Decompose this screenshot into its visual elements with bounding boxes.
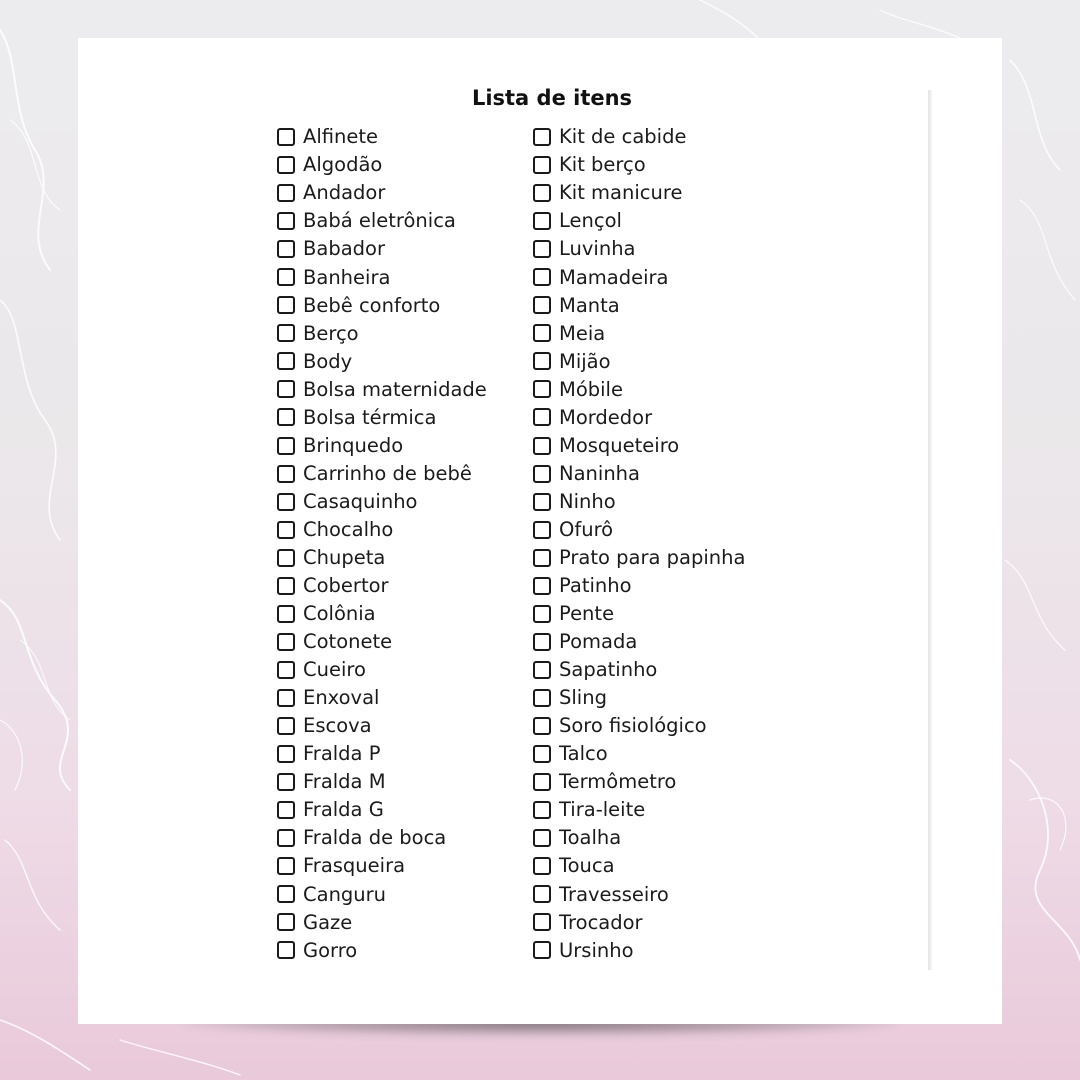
checkbox-icon[interactable] <box>277 661 295 679</box>
checkbox-icon[interactable] <box>277 829 295 847</box>
checklist-item <box>277 291 487 319</box>
checkbox-icon[interactable] <box>277 885 295 903</box>
checkbox-icon[interactable] <box>533 913 551 931</box>
checkbox-icon[interactable] <box>533 577 551 595</box>
checklist-item-label: Frasqueira <box>303 854 406 878</box>
checkbox-icon[interactable] <box>533 885 551 903</box>
checkbox-icon[interactable] <box>277 128 295 146</box>
checklist-item <box>277 488 487 516</box>
checkbox-icon[interactable] <box>533 240 551 258</box>
checkbox-icon[interactable] <box>277 745 295 763</box>
checklist-item <box>277 544 487 572</box>
checklist-item-label: Ninho <box>559 489 616 513</box>
checkbox-icon[interactable] <box>277 352 295 370</box>
checklist-item <box>533 179 745 207</box>
checklist-item-label: Patinho <box>559 574 632 598</box>
checkbox-icon[interactable] <box>277 240 295 258</box>
checkbox-icon[interactable] <box>533 689 551 707</box>
checkbox-icon[interactable] <box>277 605 295 623</box>
checklist-item <box>277 572 487 600</box>
checkbox-icon[interactable] <box>277 212 295 230</box>
checklist-item-label: Talco <box>559 742 608 766</box>
checklist-item <box>277 123 487 151</box>
checkbox-icon[interactable] <box>277 521 295 539</box>
checkbox-icon[interactable] <box>277 633 295 651</box>
checkbox-icon[interactable] <box>277 549 295 567</box>
checklist-item <box>533 460 745 488</box>
checklist-item-label: Trocador <box>559 910 643 934</box>
checklist-item-label: Touca <box>559 854 615 878</box>
checkbox-icon[interactable] <box>277 913 295 931</box>
checklist-item <box>277 740 487 768</box>
checklist-item <box>533 207 745 235</box>
checkbox-icon[interactable] <box>533 717 551 735</box>
checklist-item <box>533 712 745 740</box>
checklist-item <box>533 880 745 908</box>
checklist-item-label: Escova <box>303 714 372 738</box>
checkbox-icon[interactable] <box>533 493 551 511</box>
checklist-item-label: Kit manicure <box>559 181 683 205</box>
checklist-item <box>277 880 487 908</box>
checkbox-icon[interactable] <box>533 829 551 847</box>
checkbox-icon[interactable] <box>277 408 295 426</box>
checklist-item-label: Travesseiro <box>559 882 669 906</box>
checkbox-icon[interactable] <box>533 801 551 819</box>
checklist-item <box>533 908 745 936</box>
right-column-list <box>533 123 745 964</box>
checkbox-icon[interactable] <box>533 212 551 230</box>
checklist-item <box>277 347 487 375</box>
checklist-item-label: Cueiro <box>303 658 366 682</box>
left-column-list <box>277 123 487 964</box>
checklist-item <box>533 516 745 544</box>
checklist-item <box>533 347 745 375</box>
checkbox-icon[interactable] <box>533 296 551 314</box>
checklist-item <box>277 908 487 936</box>
checklist-item-label: Bolsa maternidade <box>303 377 487 401</box>
checklist-item-label: Carrinho de bebê <box>303 461 472 485</box>
checklist-item-label: Termômetro <box>559 770 677 794</box>
checkbox-icon[interactable] <box>533 408 551 426</box>
checklist-item-label: Naninha <box>559 461 640 485</box>
checklist-item <box>533 768 745 796</box>
checklist-item-label: Toalha <box>559 826 622 850</box>
checklist-item-label: Sling <box>559 686 607 710</box>
checklist-item <box>533 235 745 263</box>
checklist-item-label: Fralda P <box>303 742 381 766</box>
checkbox-icon[interactable] <box>533 661 551 679</box>
checklist-item <box>277 852 487 880</box>
checklist-item-label: Canguru <box>303 882 387 906</box>
checklist-item-label: Gorro <box>303 938 358 962</box>
checklist-item-label: Body <box>303 349 353 373</box>
checklist-item-label: Lençol <box>559 209 622 233</box>
checkbox-icon[interactable] <box>277 717 295 735</box>
checklist-item <box>277 824 487 852</box>
checklist-item-label: Algodão <box>303 153 383 177</box>
checklist-item-label: Berço <box>303 321 359 345</box>
checklist-item <box>533 936 745 964</box>
checklist-item <box>533 852 745 880</box>
checkbox-icon[interactable] <box>277 801 295 819</box>
checklist-item-label: Babador <box>303 237 385 261</box>
checklist-item <box>277 628 487 656</box>
checklist-item <box>533 375 745 403</box>
checklist-item-label: Andador <box>303 181 386 205</box>
checklist-item-label: Fralda de boca <box>303 826 447 850</box>
checklist-item <box>533 123 745 151</box>
checklist-item <box>277 207 487 235</box>
checklist-item-label: Mosqueteiro <box>559 433 680 457</box>
checkbox-icon[interactable] <box>277 689 295 707</box>
checklist-item-label: Manta <box>559 293 620 317</box>
checklist-item-label: Soro fisiológico <box>559 714 707 738</box>
checkbox-icon[interactable] <box>533 745 551 763</box>
checkbox-icon[interactable] <box>533 184 551 202</box>
checklist-item <box>277 768 487 796</box>
checkbox-icon[interactable] <box>533 380 551 398</box>
checklist-item-label: Casaquinho <box>303 489 418 513</box>
checkbox-icon[interactable] <box>533 605 551 623</box>
checkbox-icon[interactable] <box>277 268 295 286</box>
checkbox-icon[interactable] <box>277 437 295 455</box>
checklist-item <box>277 375 487 403</box>
checkbox-icon[interactable] <box>277 184 295 202</box>
checklist-item <box>533 684 745 712</box>
checkbox-icon[interactable] <box>533 633 551 651</box>
checklist-item <box>277 235 487 263</box>
checklist-item <box>277 151 487 179</box>
checklist-item-label: Ofurô <box>559 517 614 541</box>
checkbox-icon[interactable] <box>533 521 551 539</box>
checklist-item <box>277 319 487 347</box>
checklist-item-label: Chupeta <box>303 545 386 569</box>
checklist-item <box>533 432 745 460</box>
checklist-item <box>533 151 745 179</box>
page-title: Lista de itens <box>471 86 633 110</box>
checklist-item-label: Pomada <box>559 630 638 654</box>
checklist-item-label: Prato para papinha <box>559 545 746 569</box>
checkbox-icon[interactable] <box>533 128 551 146</box>
checklist-item-label: Enxoval <box>303 686 380 710</box>
checklist-item-label: Brinquedo <box>303 433 404 457</box>
checklist-item-label: Mamadeira <box>559 265 669 289</box>
checklist-item <box>277 684 487 712</box>
checkbox-icon[interactable] <box>533 941 551 959</box>
checkbox-icon[interactable] <box>277 857 295 875</box>
checklist-item-label: Mijão <box>559 349 611 373</box>
checkbox-icon[interactable] <box>277 577 295 595</box>
checklist-item-label: Cotonete <box>303 630 393 654</box>
checkbox-icon[interactable] <box>533 352 551 370</box>
checklist-item-label: Sapatinho <box>559 658 658 682</box>
checklist-item-label: Fralda M <box>303 770 386 794</box>
checkbox-icon[interactable] <box>533 773 551 791</box>
checklist-item <box>533 403 745 431</box>
checkbox-icon[interactable] <box>277 493 295 511</box>
checkbox-icon[interactable] <box>533 549 551 567</box>
checklist-item <box>533 488 745 516</box>
checkbox-icon[interactable] <box>533 268 551 286</box>
checklist-item-label: Bebê conforto <box>303 293 441 317</box>
checklist-item <box>277 516 487 544</box>
checklist-item <box>277 656 487 684</box>
checkbox-icon[interactable] <box>533 324 551 342</box>
checklist-item-label: Mordedor <box>559 405 653 429</box>
checklist-item-label: Tira-leite <box>559 798 646 822</box>
checkbox-icon[interactable] <box>277 156 295 174</box>
checkbox-icon[interactable] <box>277 773 295 791</box>
checklist-item <box>533 572 745 600</box>
checklist-item <box>533 291 745 319</box>
checklist-item-label: Babá eletrônica <box>303 209 456 233</box>
checklist-item-label: Luvinha <box>559 237 636 261</box>
checklist-item <box>533 656 745 684</box>
checkbox-icon[interactable] <box>533 857 551 875</box>
checklist-item <box>533 544 745 572</box>
checklist-item <box>533 263 745 291</box>
checklist-item <box>533 740 745 768</box>
checklist-item-label: Cobertor <box>303 574 389 598</box>
checklist-item <box>533 824 745 852</box>
checklist-item <box>277 179 487 207</box>
checklist-item-label: Colônia <box>303 602 376 626</box>
checklist-item <box>533 319 745 347</box>
checkbox-icon[interactable] <box>533 156 551 174</box>
checklist-item-label: Móbile <box>559 377 623 401</box>
checklist-item-label: Pente <box>559 602 615 626</box>
checklist-item-label: Banheira <box>303 265 391 289</box>
checklist-item-label: Meia <box>559 321 606 345</box>
checklist-item-label: Chocalho <box>303 517 394 541</box>
checklist-item <box>277 263 487 291</box>
checkbox-icon[interactable] <box>277 941 295 959</box>
checklist-item-label: Gaze <box>303 910 353 934</box>
checkbox-icon[interactable] <box>533 465 551 483</box>
checklist-item <box>277 460 487 488</box>
checklist-item <box>533 600 745 628</box>
checkbox-icon[interactable] <box>277 465 295 483</box>
checklist-item-label: Kit berço <box>559 153 646 177</box>
checklist-item <box>277 432 487 460</box>
checklist-item <box>277 712 487 740</box>
checklist-item <box>277 403 487 431</box>
checkbox-icon[interactable] <box>533 437 551 455</box>
checklist-item <box>277 796 487 824</box>
checklist-item-label: Kit de cabide <box>559 125 687 149</box>
checkbox-icon[interactable] <box>277 324 295 342</box>
checkbox-icon[interactable] <box>277 296 295 314</box>
checklist-item <box>533 628 745 656</box>
paper-edge <box>928 90 932 970</box>
checklist-item <box>277 600 487 628</box>
checkbox-icon[interactable] <box>277 380 295 398</box>
checklist-item-label: Fralda G <box>303 798 384 822</box>
checklist-item-label: Alfinete <box>303 125 379 149</box>
checklist-item-label: Ursinho <box>559 938 634 962</box>
checklist-item <box>277 936 487 964</box>
checklist-item-label: Bolsa térmica <box>303 405 437 429</box>
checklist-item <box>533 796 745 824</box>
